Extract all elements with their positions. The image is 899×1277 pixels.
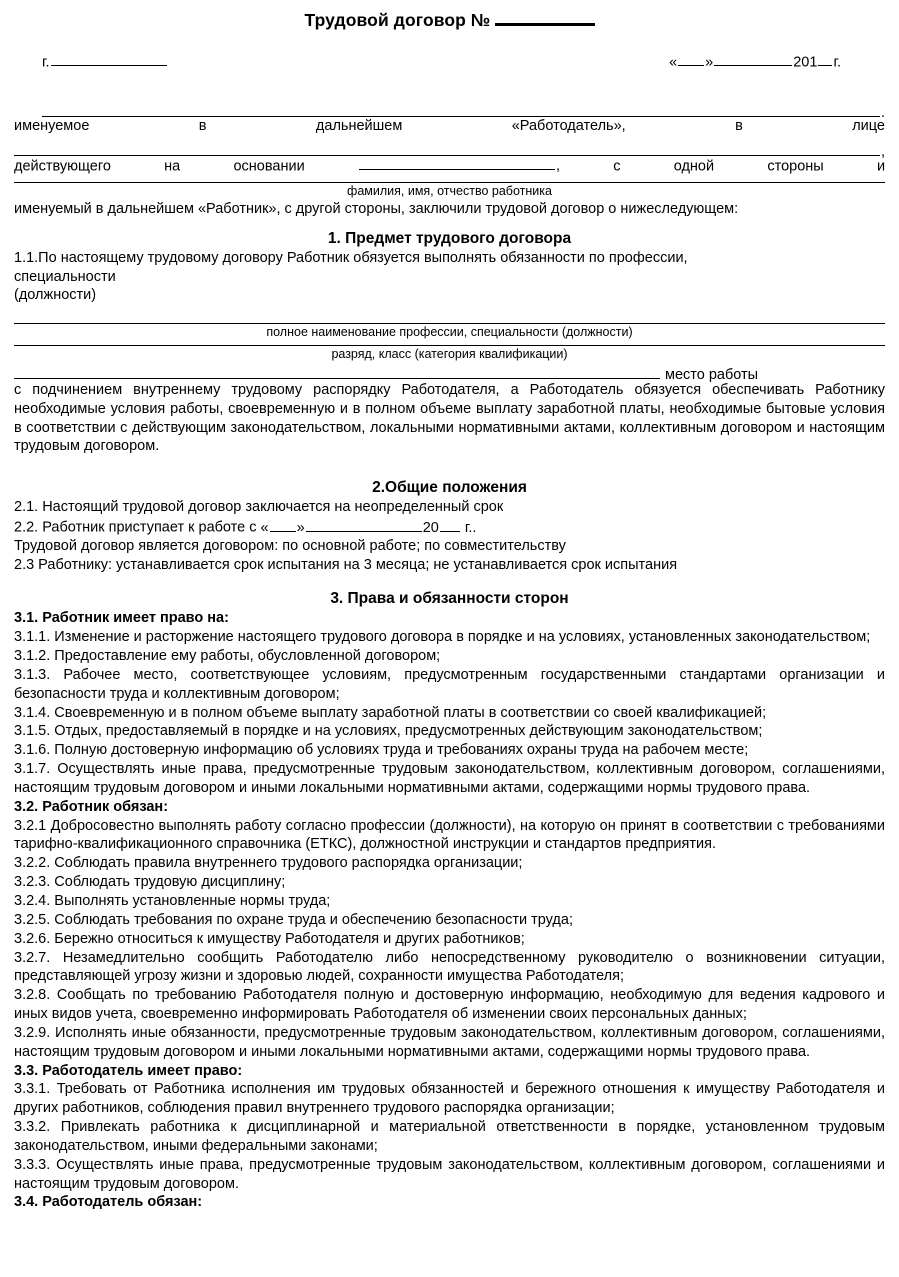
subsection-3-4-heading: 3.4. Работодатель обязан: bbox=[14, 1194, 203, 1211]
workplace-rule-line bbox=[14, 364, 885, 384]
section-2-heading: 2.Общие положения bbox=[372, 479, 527, 497]
acting-word-7: и bbox=[876, 158, 886, 175]
employer-name-rule-line bbox=[14, 102, 885, 122]
day-blank[interactable] bbox=[678, 52, 704, 66]
date-close-quote: » bbox=[705, 54, 714, 71]
rank-rule-line bbox=[14, 345, 885, 346]
clause-2-2-contract-type: Трудовой договор является договором: по основной работе; по совместительству bbox=[14, 538, 566, 555]
clause-1-1-line-3: (должности) bbox=[14, 287, 97, 304]
year-suffix: г. bbox=[833, 54, 841, 71]
clause-3-1-1: 3.1.1. Изменение и расторжение настоящего трудового договора в порядке и на условиях, установленных законодательством; bbox=[14, 629, 871, 646]
clause-3-1-2: 3.1.2. Предоставление ему работы, обусловленной договором; bbox=[14, 648, 441, 664]
acting-word-6: стороны bbox=[767, 158, 824, 175]
employee-designation-line: именуемый в дальнейшем «Работник», с другой стороны, заключили трудовой договор о нижеследующем: bbox=[14, 200, 739, 217]
clause-3-2-2: 3.2.2. Соблюдать правила внутреннего трудового распорядка организации; bbox=[14, 855, 523, 872]
clause-3-3-2: 3.3.2. Привлекать работника к дисциплинарной и материальной ответственности в порядке, установленном трудовым законодательством, иными федеральными законами; bbox=[14, 1119, 885, 1154]
acting-basis-line bbox=[14, 156, 885, 176]
start-day-blank[interactable] bbox=[270, 517, 296, 531]
clause-3-1-4: 3.1.4. Своевременную и в полном объеме выплату заработной платы в соответствии со своей квалификацией; bbox=[14, 704, 767, 721]
clause-2-2-suffix: г.. bbox=[464, 519, 477, 536]
clause-2-3: 2.3 Работнику: устанавливается срок испытания на 3 месяца; не устанавливается срок испытания bbox=[14, 557, 678, 574]
subsection-3-1-heading: 3.1. Работник имеет право на: bbox=[14, 610, 229, 627]
section-1-body-paragraph: с подчинением внутреннему трудовому распорядку Работодателя, а Работодатель обязуется обеспечивать Работнику необходимые условия работы, своевременную и в полном объеме выплату заработной платы, необходимые бытовые условия в соответствии с действующим законодательством, локальными нормативными актами, коллективным договором и настоящим трудовым договором. bbox=[14, 381, 885, 455]
employer-rule-tail: . bbox=[880, 105, 885, 122]
clause-3-2-7: 3.2.7. Незамедлительно сообщить Работодателю либо непосредственному руководителю о возникновении ситуации, представляющей угрозу жизни и здоровью людей, сохранности имущества Работодателя; bbox=[14, 949, 885, 985]
place-label: г. bbox=[42, 54, 50, 71]
clause-3-1-5: 3.1.5. Отдых, предоставляемый в порядке и на условиях, предусмотренных действующим законодательством; bbox=[14, 723, 763, 740]
clause-2-2-prefix: 2.2. Работник приступает к работе с bbox=[14, 519, 257, 536]
clause-3-2-9: 3.2.9. Исполнять иные обязанности, предусмотренные трудовым законодательством, коллективным договором, соглашениями, настоящим трудовым договором и иными локальными нормативными актами, содержащими нормы трудового права. bbox=[14, 1024, 885, 1060]
month-blank[interactable] bbox=[714, 52, 792, 66]
contract-number-blank[interactable] bbox=[495, 10, 595, 26]
clause-3-2-8: 3.2.8. Сообщать по требованию Работодателя полную и достоверную информацию, необходимую для ведения кадрового и иных видов учета, своевременно информировать Работодателя об изменении своих персональных данных; bbox=[14, 987, 885, 1023]
rank-blank[interactable] bbox=[14, 345, 885, 346]
date-open-quote: « bbox=[669, 54, 678, 71]
clause-3-2-3: 3.2.3. Соблюдать трудовую дисциплину; bbox=[14, 874, 286, 891]
clause-3-3-1: 3.3.1. Требовать от Работника исполнения им трудовых обязанностей и бережного отношения к имуществу Работодателя и других работников, соблюдения правил внутреннего трудового распорядка организации; bbox=[14, 1081, 885, 1117]
representative-rule-line bbox=[14, 141, 885, 161]
employer-designation-text: именуемое в дальнейшем «Работодатель», в лице bbox=[14, 117, 885, 134]
acting-word-3: основании bbox=[233, 158, 305, 175]
clause-2-1: 2.1. Настоящий трудовой договор заключается на неопределенный срок bbox=[14, 499, 504, 516]
page-title-text: Трудовой договор № bbox=[304, 10, 491, 30]
workplace-label: место работы bbox=[665, 367, 759, 384]
profession-rule-line bbox=[14, 323, 885, 324]
employee-fio-blank[interactable] bbox=[14, 182, 885, 183]
clause-2-2-close-quote: » bbox=[296, 519, 305, 536]
section-1-heading: 1. Предмет трудового договора bbox=[327, 229, 572, 247]
clause-3-1-7: 3.1.7. Осуществлять иные права, предусмотренные трудовым законодательством, коллективным договором, соглашениями, настоящим трудовым договором и иными локальными нормативными актами, содержащими нормы трудового права. bbox=[14, 761, 885, 796]
date-cell bbox=[669, 52, 885, 72]
employee-fio-caption: фамилия, имя, отчество работника bbox=[347, 184, 552, 199]
clause-3-3-3: 3.3.3. Осуществлять иные права, предусмотренные трудовым законодательством, коллективным договором, соглашениями и настоящим трудовым договором. bbox=[14, 1156, 885, 1192]
year-prefix: 201 bbox=[793, 54, 818, 71]
city-blank[interactable] bbox=[51, 52, 167, 66]
clause-2-2 bbox=[14, 517, 885, 537]
workplace-blank[interactable] bbox=[14, 378, 660, 379]
clause-3-1-3: 3.1.3. Рабочее место, соответствующее условиям, предусмотренным государственными стандартами организации и безопасности труда и коллективным договором; bbox=[14, 666, 885, 702]
section-3-heading: 3. Права и обязанности сторон bbox=[330, 590, 569, 608]
clause-3-2-4: 3.2.4. Выполнять установленные нормы труда; bbox=[14, 892, 331, 909]
employer-designation-line bbox=[14, 117, 885, 136]
basis-document-blank[interactable] bbox=[359, 156, 555, 170]
acting-word-2: на bbox=[164, 158, 181, 175]
acting-word-5: одной bbox=[673, 158, 715, 175]
clause-3-2-1: 3.2.1 Добросовестно выполнять работу согласно профессии (должности), на которую он принят в соответствии с требованиями тарифно-квалификационного справочника (ЕТКС), должностной инструкции и стандартов предприятия. bbox=[14, 817, 885, 853]
clause-3-2-5: 3.2.5. Соблюдать требования по охране труда и обеспечению безопасности труда; bbox=[14, 911, 573, 928]
subsection-3-3-heading: 3.3. Работодатель имеет право: bbox=[14, 1062, 243, 1079]
start-month-blank[interactable] bbox=[306, 517, 422, 531]
clause-1-1-line-2: специальности bbox=[14, 268, 116, 285]
clause-2-2-open-quote: « bbox=[260, 519, 269, 536]
rank-caption: разряд, класс (категория квалификации) bbox=[331, 346, 568, 361]
acting-word-4: с bbox=[613, 158, 621, 175]
profession-name-blank[interactable] bbox=[14, 323, 885, 324]
basis-blank-tail: , bbox=[555, 158, 560, 175]
subsection-3-2-heading: 3.2. Работник обязан: bbox=[14, 798, 169, 815]
representative-rule-tail: , bbox=[880, 144, 885, 161]
year-blank[interactable] bbox=[818, 52, 832, 66]
clause-1-1-line-1: 1.1.По настоящему трудовому договору Работник обязуется выполнять обязанности по профессии, bbox=[14, 249, 688, 266]
page-title bbox=[14, 10, 885, 32]
acting-word-1: действующего bbox=[14, 158, 111, 175]
employee-fio-rule-line bbox=[14, 182, 885, 183]
clause-2-2-year: 20 bbox=[422, 519, 439, 536]
start-year-blank[interactable] bbox=[440, 517, 460, 531]
clause-3-2-6: 3.2.6. Бережно относиться к имуществу Работодателя и других работников; bbox=[14, 930, 525, 947]
profession-caption: полное наименование профессии, специальности (должности) bbox=[266, 325, 633, 340]
place-cell bbox=[14, 52, 168, 72]
clause-3-1-6: 3.1.6. Полную достоверную информацию об условиях труда и требованиях охраны труда на рабочем месте; bbox=[14, 742, 749, 759]
place-date-row bbox=[14, 52, 885, 72]
